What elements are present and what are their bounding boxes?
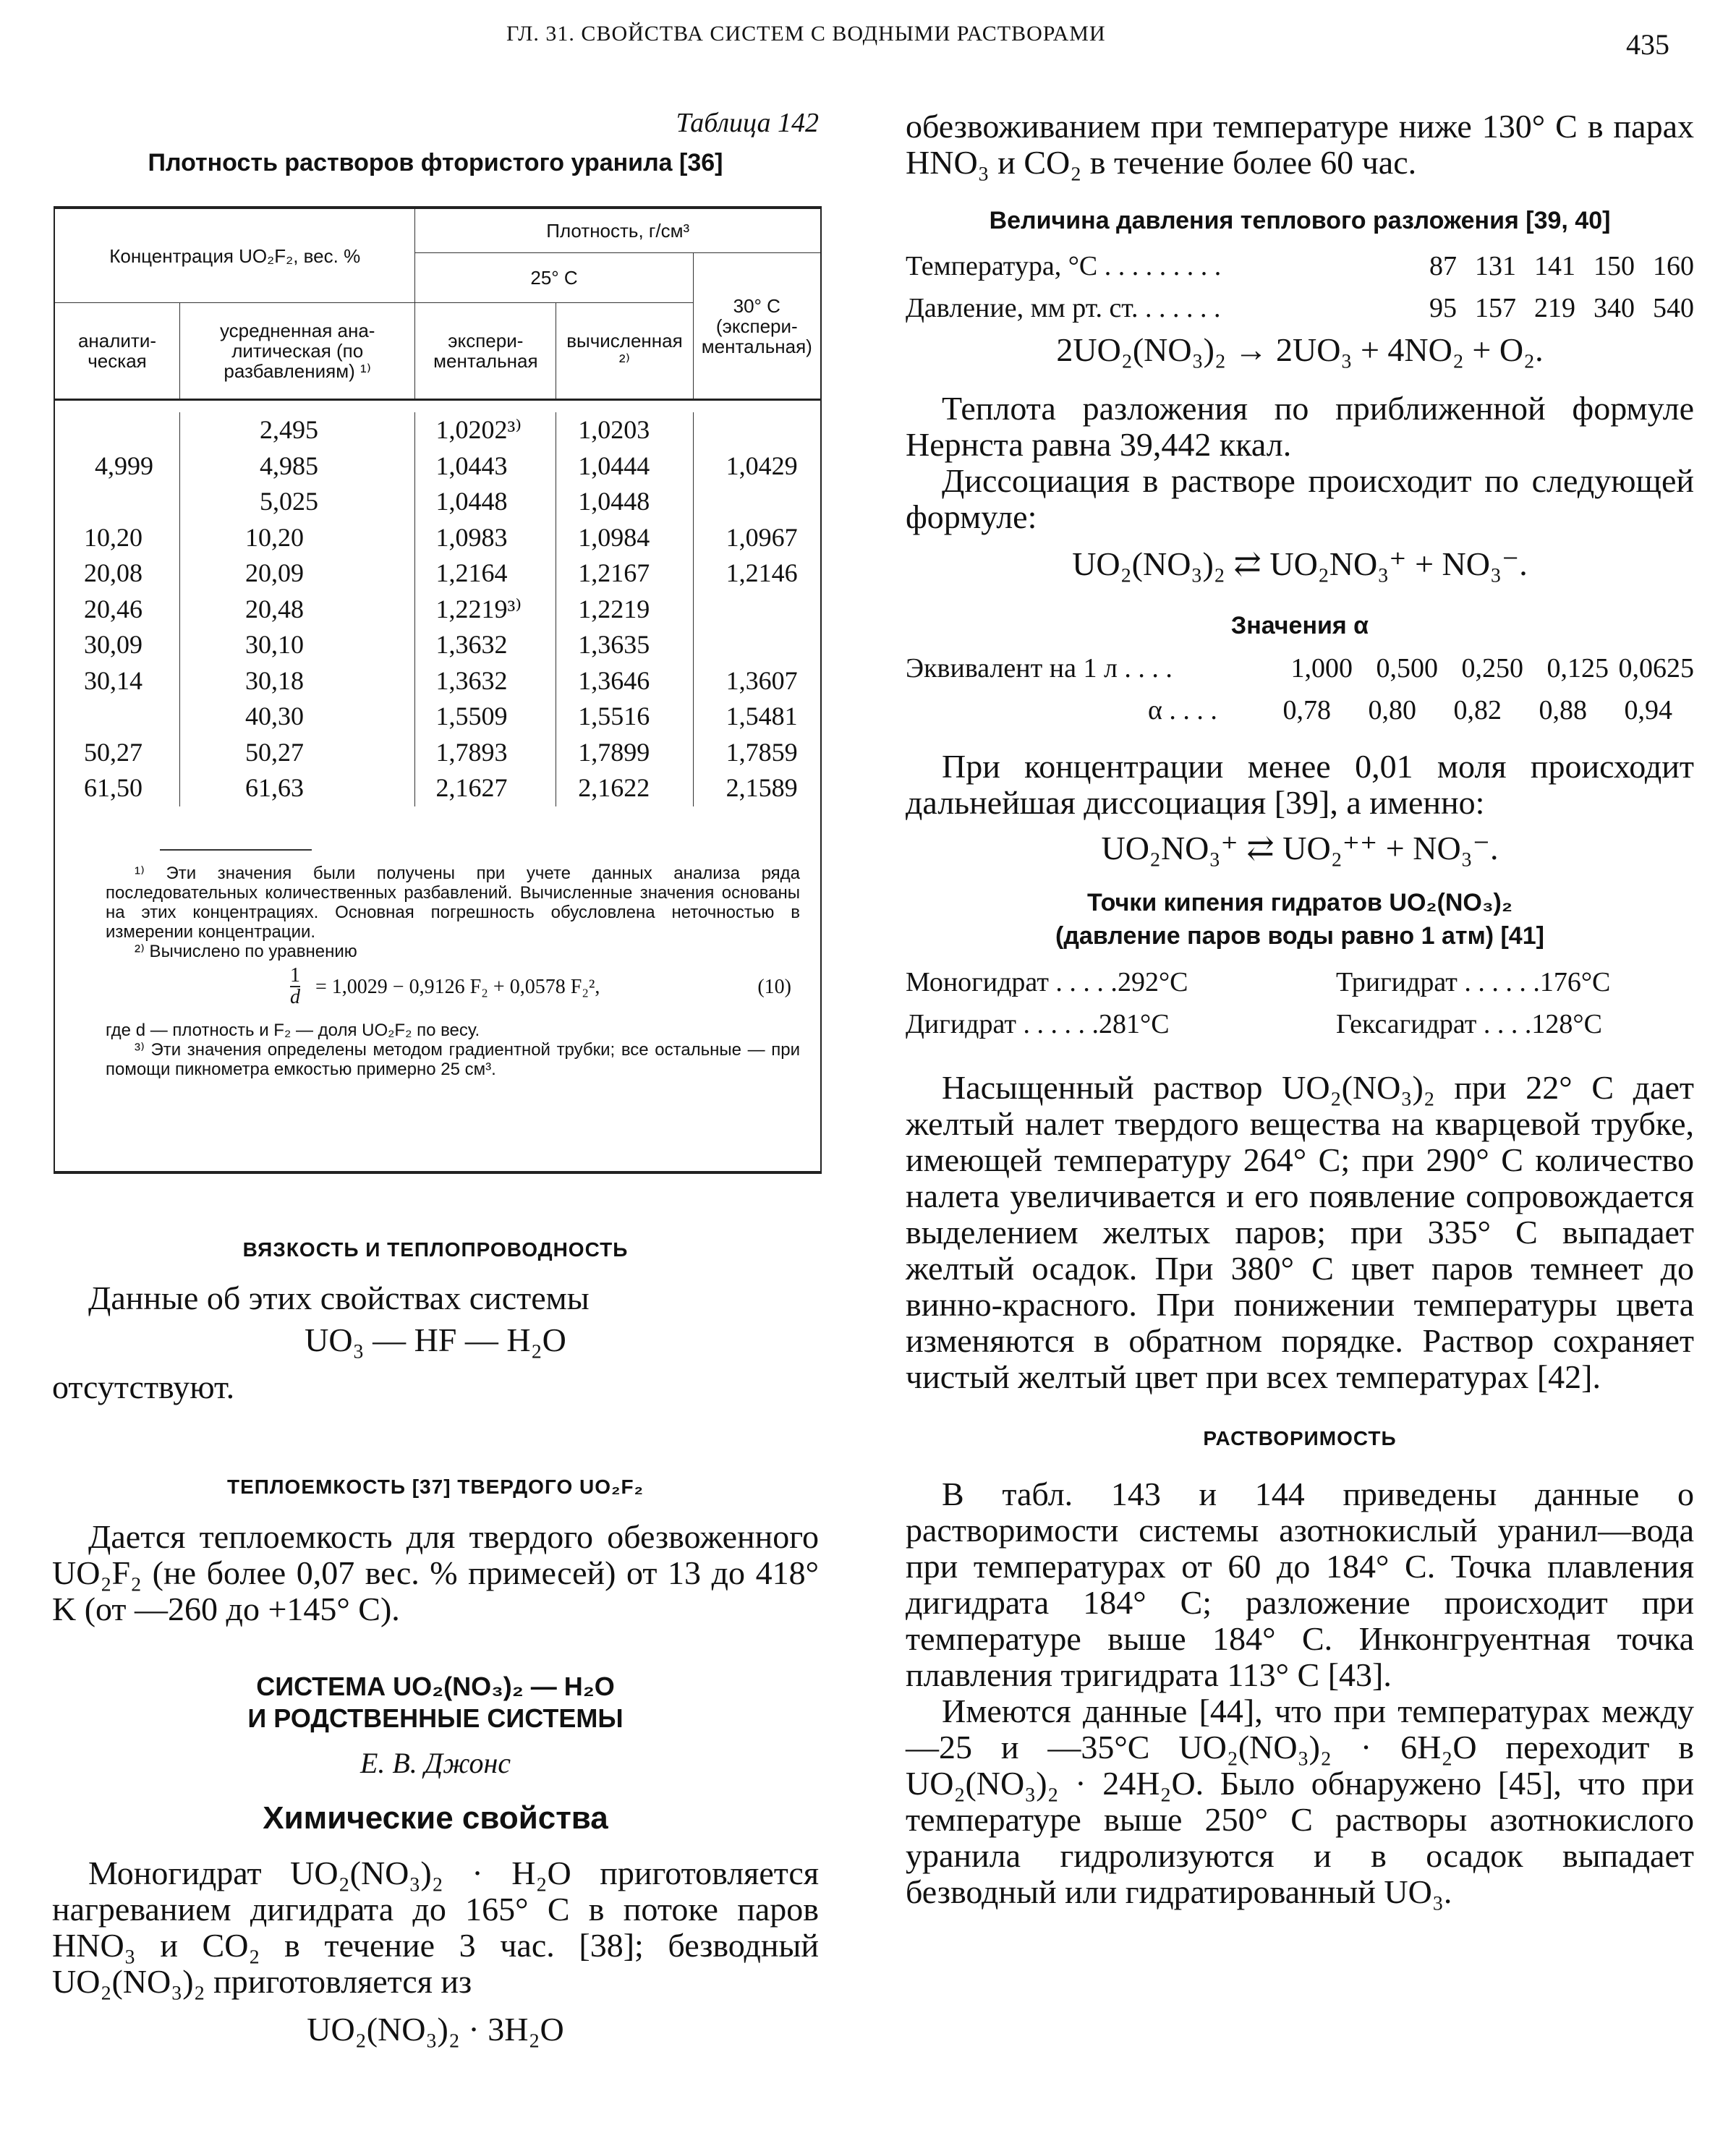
running-title: ГЛ. 31. СВОЙСТВА СИСТЕМ С ВОДНЫМИ РАСТВОРАМИ (506, 22, 1106, 46)
alpha-heading: Значения α (1230, 612, 1369, 639)
header-25c: 25° C (415, 253, 693, 303)
chem-properties-heading: Химические свойства (263, 1800, 608, 1836)
table-142-caption-block (52, 107, 819, 177)
footnote-2-where: где d — плотность и F₂ — доля UO₂F₂ по весу. (106, 1021, 480, 1040)
solubility-text-2: Имеются данные [44], что при температурах между —25 и —35°C UO₂(NO₃)₂ · 6H₂O переходит в UO₂(NO₃)₂ · 24H₂O. Было обнаружено [45], что при температуре выше 250° C растворы азотнокислого уранила гидролизуются и в осадок выпадает безводный или гидратированный UO₃. (906, 1692, 1694, 1910)
table-row: 20,08 20,09 1,2164 1,2167 1,2146 (55, 555, 820, 592)
list-item: Дигидрат . . . . . .281°C (906, 1009, 1170, 1039)
footnote-1: ¹⁾ Эти значения были получены при учете данных анализа ряда последовательных количественных разбавлений. Вычисленные значения основаны на этих концентрациях. Основная погрешность обусловлена неточностью в измерении концентрации. (106, 864, 800, 942)
table-row: 40,30 1,5509 1,5516 1,5481 (55, 699, 820, 735)
table-row: 2,495 1,0202³⁾ 1,0203 (55, 412, 820, 448)
equation-10 (106, 966, 800, 1016)
temperature-row: Температура, °C . . . . . . . . . 87 131 141 150 160 (906, 251, 1694, 281)
table-row: 10,20 10,20 1,0983 1,0984 1,0967 (55, 520, 820, 556)
decomposition-formula: 2UO₂(NO₃)₂ → 2UO₃ + 4NO₂ + O₂. (1056, 331, 1544, 368)
further-dissociation-formula: UO₂NO₃⁺ ⇄ UO₂⁺⁺ + NO₃⁻. (1101, 830, 1499, 867)
table-title: Плотность растворов фтористого уранила [36] (148, 149, 723, 176)
boiling-points-list (906, 961, 1694, 1045)
header-concentration: Концентрация UO₂F₂, вес. % (55, 209, 415, 303)
equation-number: (10) (757, 976, 791, 998)
boiling-heading-1: Точки кипения гидратов UO₂(NO₃)₂ (1087, 889, 1512, 916)
chem-properties-text: Моногидрат UO₂(NO₃)₂ · H₂O приготовляется нагреванием дигидрата до 165° C в потоке паров HNO₃ и CO₂ в течение 3 час. [38]; безводный UO₂(NO₃)₂ приготовляется из (52, 1855, 819, 2000)
viscosity-after: отсутствуют. (52, 1368, 235, 1405)
low-concentration-text: При концентрации менее 0,01 моля происходит дальнейшая диссоциация [39], а именно: (906, 748, 1694, 821)
header-averaged: усредненная аналитическая (по разбавлениям) ¹⁾ (180, 303, 415, 400)
boiling-row (906, 961, 1694, 1003)
viscosity-section (52, 1238, 819, 1405)
table-row: 61,50 61,63 2,1627 2,1622 2,1589 (55, 770, 820, 806)
heat-of-decomposition-text: Теплота разложения по приближенной формуле Нернста равна 39,442 ккал. (906, 390, 1694, 463)
header-analytical: аналитическая (55, 303, 180, 400)
boiling-row (906, 1003, 1694, 1045)
saturated-solution-text: Насыщенный раствор UO₂(NO₃)₂ при 22° C дает желтый налет твердого вещества на кварцевой трубке, имеющей температуру 264° C; при 290° C количество налета увеличивается и его появление сопровождается выделением желтых паров; при 335° C выпадает желтый осадок. При 380° C цвет паров темнеет до винно-красного. При понижении температуры цвета изменяются в обратном порядке. Раствор сохраняет чистый желтый цвет при всех температурах [42]. (906, 1069, 1694, 1395)
author: Е. В. Джонс (359, 1747, 511, 1779)
table-footnotes (106, 864, 800, 1079)
continued-text: обезвоживанием при температуре ниже 130° C в парах HNO₃ и CO₂ в течение более 60 час. (906, 108, 1694, 181)
equation-fraction: $\frac{1}{d}$ (290, 964, 300, 1008)
alpha-table (906, 647, 1694, 731)
density-table-box (54, 206, 822, 1174)
viscosity-formula: UO₃ — HF — H₂O (305, 1321, 566, 1358)
table-caption: Таблица 142 (676, 108, 819, 138)
section-title-line-1: СИСТЕМА UO₂(NO₃)₂ — H₂O (256, 1672, 615, 1701)
table-row: 20,46 20,48 1,2219³⁾ 1,2219 (55, 592, 820, 628)
equation-rhs: = 1,0029 − 0,9126 F₂ + 0,0578 F₂², (315, 976, 600, 998)
dissociation-formula: UO₂(NO₃)₂ ⇄ UO₂NO₃⁺ + NO₃⁻. (1072, 545, 1528, 582)
pressure-heading: Величина давления теплового разложения [39, 40] (989, 207, 1611, 234)
viscosity-text: Данные об этих свойствах системы (88, 1279, 590, 1316)
dissociation-text: Диссоциация в растворе происходит по следующей формуле: (906, 462, 1694, 535)
solubility-heading: РАСТВОРИМОСТЬ (1203, 1427, 1397, 1449)
solubility-text-1: В табл. 143 и 144 приведены данные о растворимости системы азотнокислый уранил—вода при температурах от 60 до 184° C. Точка плавления дигидрата 184° C; разложение происходит при температуре выше 184° C. Инконгруентная точка плавления тригидрата 113° C [43]. (906, 1476, 1694, 1693)
pressure-table (906, 245, 1694, 329)
heat-capacity-heading: ТЕПЛОЕМКОСТЬ [37] ТВЕРДОГО UO₂F₂ (227, 1476, 644, 1498)
table-row: 5,025 1,0448 1,0448 (55, 484, 820, 520)
chem-formula: UO₂(NO₃)₂ · 3H₂O (307, 2011, 564, 2048)
footnote-2: ²⁾ Вычислено по уравнению (135, 942, 357, 961)
page-number: 435 (1626, 28, 1669, 61)
section-title-line-2: И РОДСТВЕННЫЕ СИСТЕМЫ (247, 1703, 624, 1733)
table-row: 4,999 4,985 1,0443 1,0444 1,0429 (55, 448, 820, 485)
header-calculated: вычисленная ²⁾ (556, 303, 693, 400)
equivalent-row: Эквивалент на 1 л . . . . 1,000 0,500 0,250 0,125 0,0625 (906, 653, 1694, 684)
list-item: Тригидрат . . . . . .176°C (1336, 967, 1611, 997)
header-30c: 30° C (экспериментальная) (693, 253, 820, 400)
table-row: 30,14 30,18 1,3632 1,3646 1,3607 (55, 663, 820, 699)
system-section (52, 1671, 819, 2048)
footnote-3: ³⁾ Эти значения определены методом градиентной трубки; все остальные — при помощи пикнометра емкостью примерно 25 см³. (106, 1040, 800, 1079)
table-row: 50,27 50,27 1,7893 1,7899 1,7859 (55, 735, 820, 771)
viscosity-heading: ВЯЗКОСТЬ И ТЕПЛОПРОВОДНОСТЬ (242, 1238, 629, 1261)
list-item: Моногидрат . . . . .292°C (906, 967, 1188, 997)
header-density: Плотность, г/см³ (415, 209, 820, 253)
table-row: 30,09 30,10 1,3632 1,3635 (55, 627, 820, 663)
header-experimental: экспериментальная (415, 303, 556, 400)
list-item: Гексагидрат . . . .128°C (1336, 1009, 1602, 1039)
footnote-rule (160, 849, 312, 851)
alpha-row: α . . . . 0,78 0,80 0,82 0,88 0,94 (1148, 695, 1672, 725)
heat-capacity-section (52, 1476, 819, 1627)
pressure-row: Давление, мм рт. ст. . . . . . . 95 157 219 340 540 (906, 293, 1694, 323)
heat-capacity-text: Дается теплоемкость для твердого обезвоженного UO₂F₂ (не более 0,07 вес. % примесей) от 13 до 418° K (от —260 до +145° C). (52, 1518, 819, 1627)
right-column (906, 108, 1694, 1910)
density-table (55, 209, 820, 821)
boiling-heading-2: (давление паров воды равно 1 атм) [41] (1055, 922, 1544, 950)
